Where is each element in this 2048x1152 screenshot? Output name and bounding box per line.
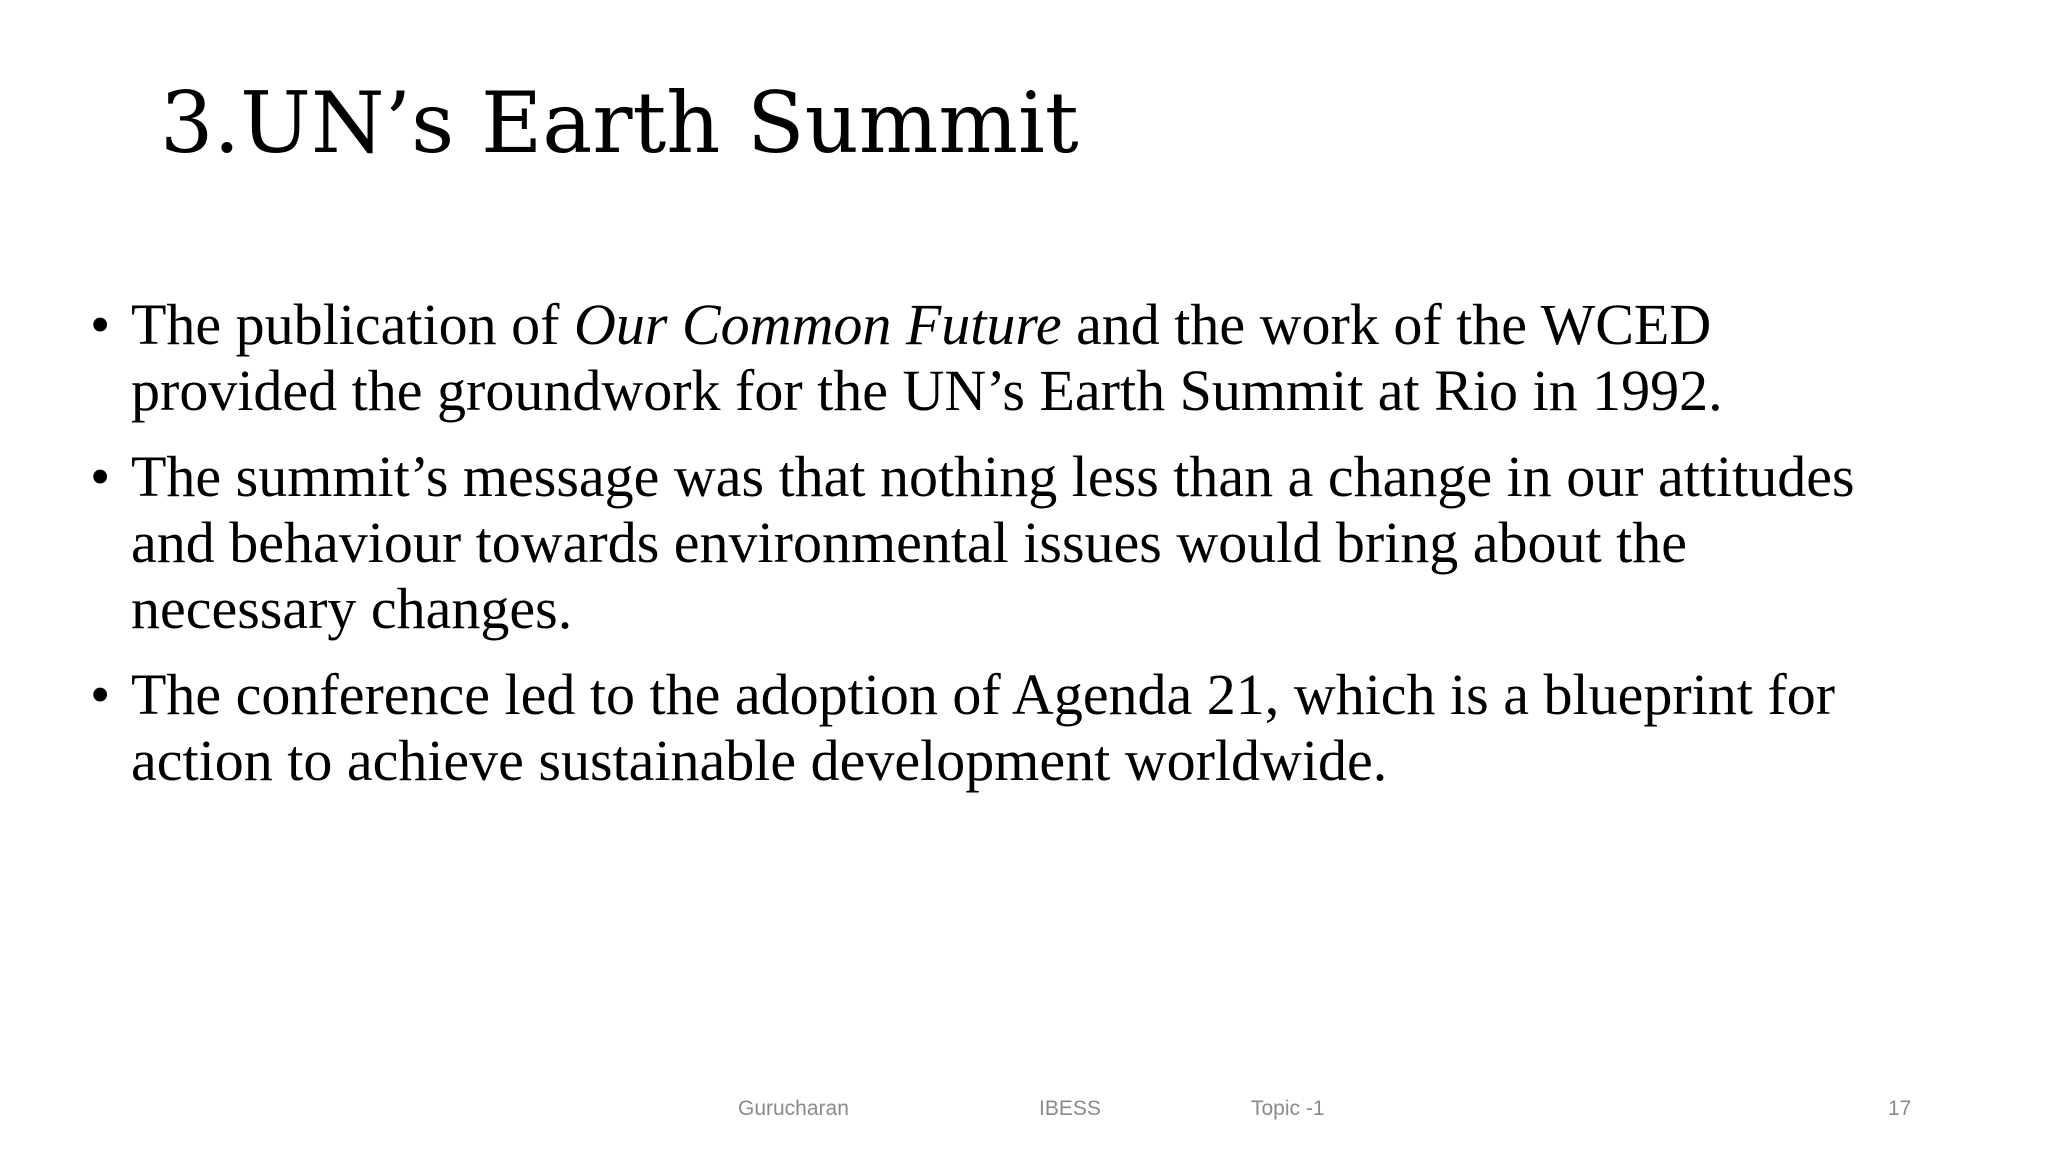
bullet-marker: • bbox=[90, 662, 111, 727]
bullet-marker: • bbox=[90, 444, 111, 509]
footer-page-number: 17 bbox=[1888, 1097, 1912, 1120]
bullet-marker: • bbox=[90, 292, 111, 357]
bullet-1-text-end: and the work of the WCED provided the groundwork for the UN’s Earth Summit at Rio in 1992. bbox=[131, 292, 1723, 423]
bullet-1-text-start: The publication of bbox=[131, 292, 574, 357]
bullet-item-1 bbox=[90, 292, 1920, 424]
book-title: Our Common Future bbox=[573, 292, 1062, 357]
footer-author: Gurucharan bbox=[738, 1097, 849, 1120]
bullet-item-2 bbox=[90, 444, 1920, 642]
slide-title: 3.UN’s Earth Summit bbox=[160, 74, 1079, 172]
bullet-2-text: The summit’s message was that nothing less than a change in our attitudes and behaviour towards environmental issues would bring about the necessary changes. bbox=[131, 444, 1855, 641]
bullet-item-3 bbox=[90, 662, 1920, 794]
bullet-list bbox=[90, 292, 1920, 814]
bullet-3-text: The conference led to the adoption of Agenda 21, which is a blueprint for action to achieve sustainable development worldwide. bbox=[131, 662, 1836, 793]
footer-course: IBESS bbox=[1039, 1097, 1101, 1120]
footer-topic: Topic -1 bbox=[1251, 1097, 1325, 1120]
